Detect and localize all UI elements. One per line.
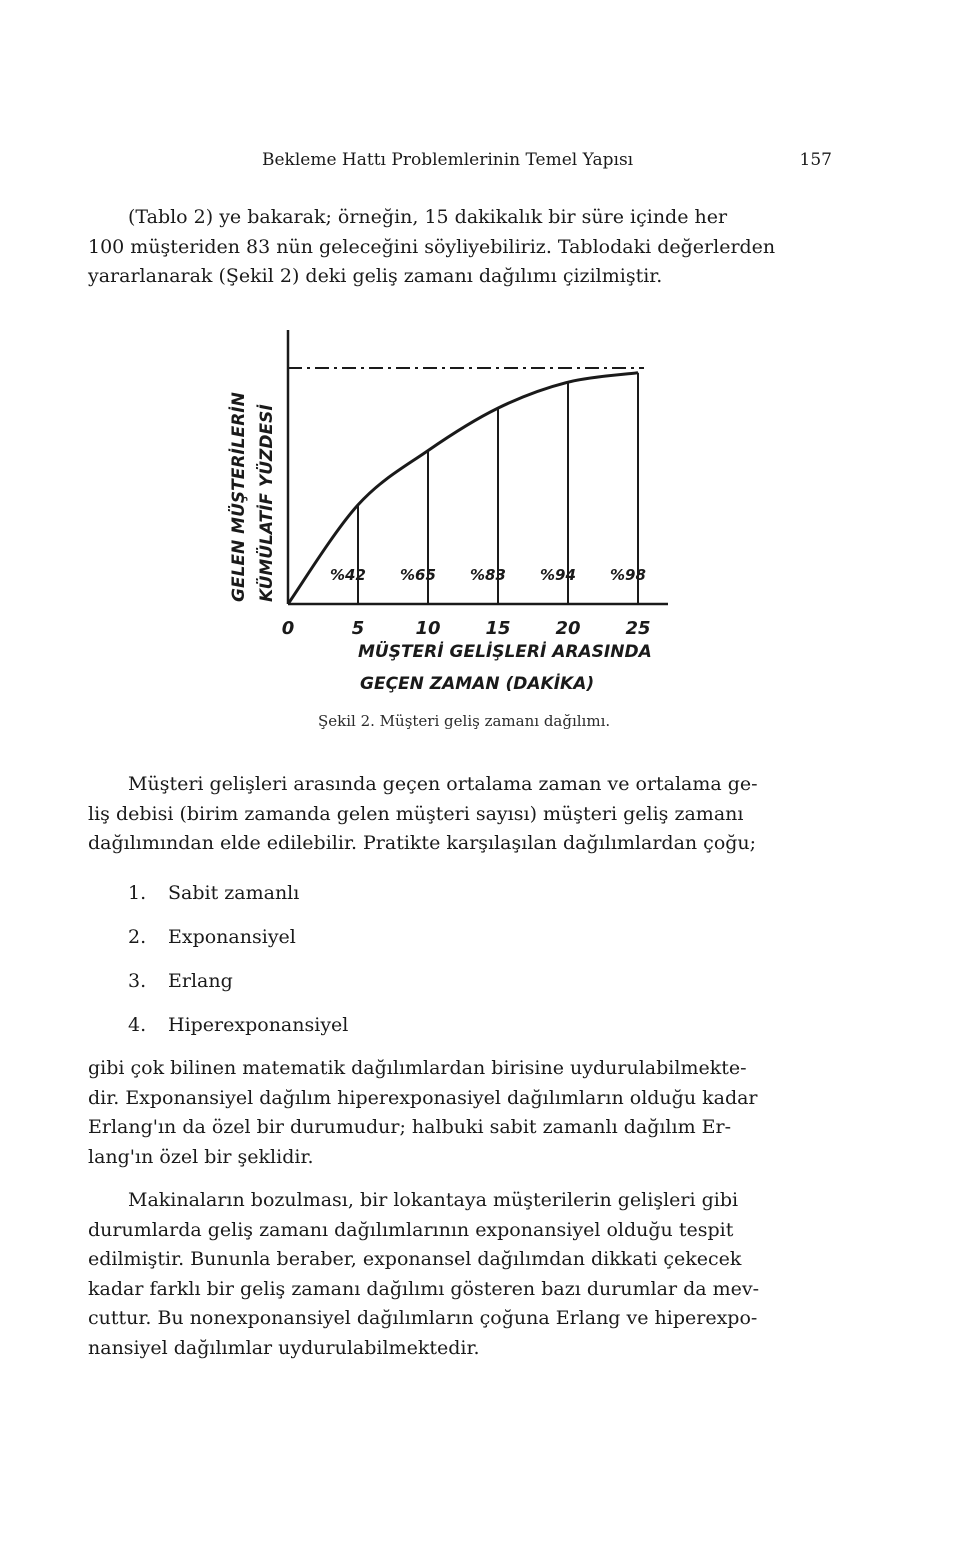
- list-text: Exponansiyel: [168, 926, 296, 948]
- x-tick-label: 20: [555, 618, 581, 639]
- list-number: 2.: [128, 926, 147, 948]
- list-text: Erlang: [168, 970, 233, 992]
- paragraph-2: [88, 770, 840, 859]
- list-text: Sabit zamanlı: [168, 882, 300, 904]
- list-item: [128, 1012, 348, 1056]
- paragraph-line: 100 müşteriden 83 nün geleceğini söyliyebiliriz. Tablodaki değerlerden: [88, 235, 776, 258]
- paragraph-line: dir. Exponansiyel dağılım hiperexponasiyel dağılımların olduğu kadar: [88, 1086, 758, 1109]
- page-header: [262, 150, 832, 170]
- paragraph-line: liş debisi (birim zamanda gelen müşteri sayısı) müşteri geliş zamanı: [88, 802, 744, 825]
- paragraph-line: yararlanarak (Şekil 2) deki geliş zamanı dağılımı çizilmiştir.: [88, 265, 663, 287]
- list-number: 4.: [128, 1014, 147, 1036]
- list-number: 3.: [128, 970, 147, 992]
- paragraph-line: (Tablo 2) ye bakarak; örneğin, 15 dakikalık bir süre içinde her: [128, 206, 728, 228]
- list-item: [128, 924, 348, 968]
- figure-caption: Şekil 2. Müşteri geliş zamanı dağılımı.: [318, 712, 611, 730]
- paragraph-line: nansiyel dağılımlar uydurulabilmektedir.: [88, 1336, 480, 1359]
- y-axis-label-1: GELEN MÜŞTERİLERİN: [229, 392, 249, 602]
- list-item: [128, 968, 348, 1012]
- point-label: %94: [540, 566, 576, 584]
- paragraph-line: Müşteri gelişleri arasında geçen ortalama zaman ve ortalama ge-: [128, 773, 758, 795]
- point-label: %42: [330, 566, 366, 584]
- point-label: %98: [610, 566, 646, 584]
- x-tick-label: 25: [625, 618, 651, 639]
- x-axis-label-1: MÜŞTERİ GELİŞLERİ ARASINDA: [358, 642, 652, 662]
- x-tick-label: 5: [351, 618, 365, 639]
- x-axis-label-2: GEÇEN ZAMAN (DAKİKA): [360, 674, 595, 694]
- paragraph-line: kadar farklı bir geliş zamanı dağılımı gösteren bazı durumlar da mev-: [88, 1277, 760, 1300]
- paragraph-line: Makinaların bozulması, bir lokantaya müşterilerin gelişleri gibi: [128, 1189, 739, 1211]
- list-text: Hiperexponansiyel: [168, 1014, 349, 1036]
- point-label: %65: [400, 566, 436, 584]
- paragraph-1: [88, 203, 840, 292]
- paragraph-line: cuttur. Bu nonexponansiyel dağılımların çoğuna Erlang ve hiperexpo-: [88, 1307, 758, 1329]
- y-axis-label-2: KÜMÜLATİF YÜZDESİ: [257, 404, 277, 602]
- list-number: 1.: [128, 882, 147, 904]
- paragraph-line: gibi çok bilinen matematik dağılımlardan birisine uydurulabilmekte-: [88, 1057, 747, 1079]
- paragraph-line: Erlang'ın da özel bir durumudur; halbuki sabit zamanlı dağılım Er-: [88, 1116, 732, 1138]
- arrival-distribution-figure: [218, 322, 678, 722]
- paragraph-line: edilmiştir. Bununla beraber, exponansel dağılımdan dikkati çekecek: [88, 1248, 742, 1270]
- list-item: [128, 880, 348, 924]
- paragraph-line: dağılımından elde edilebilir. Pratikte karşılaşılan dağılımlardan çoğu;: [88, 832, 757, 854]
- running-title: Bekleme Hattı Problemlerinin Temel Yapısı: [262, 150, 634, 170]
- x-tick-label: 0: [281, 618, 295, 639]
- x-tick-label: 10: [415, 618, 441, 639]
- x-tick-label: 15: [485, 618, 511, 639]
- point-label: %83: [470, 566, 506, 584]
- paragraph-line: durumlarda geliş zamanı dağılımlarının exponansiyel olduğu tespit: [88, 1218, 734, 1241]
- paragraph-4: [88, 1186, 840, 1363]
- distribution-list: [128, 880, 348, 1056]
- page-number: 157: [799, 150, 832, 170]
- paragraph-3: [88, 1054, 840, 1172]
- plot-area: [282, 330, 668, 639]
- paragraph-line: lang'ın özel bir şeklidir.: [88, 1145, 314, 1168]
